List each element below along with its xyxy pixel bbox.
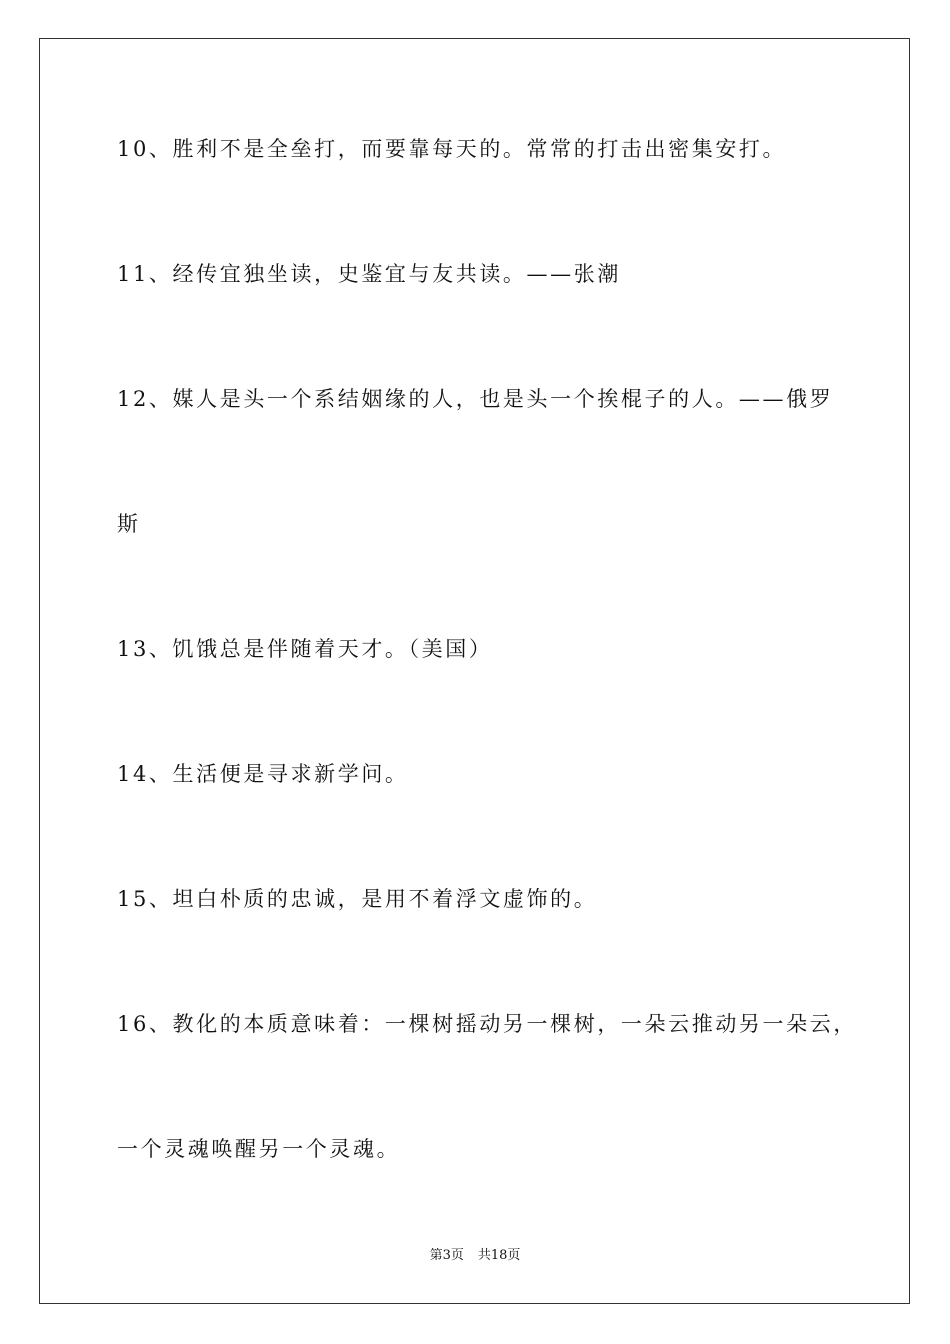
quote-14-line-1: 14、生活便是寻求新学问。 — [117, 762, 409, 786]
quote-11-line-1: 11、经传宜独坐读，史鉴宜与友共读。——张潮 — [117, 262, 621, 286]
quote-10-line-1: 10、胜利不是全垒打，而要靠每天的。常常的打击出密集安打。 — [117, 137, 787, 161]
quote-12-line-2: 斯 — [117, 512, 141, 536]
quote-16-line-1: 16、教化的本质意味着：一棵树摇动另一棵树，一朵云推动另一朵云， — [117, 1012, 857, 1036]
page-frame — [39, 38, 910, 1304]
quote-15-line-1: 15、坦白朴质的忠诚，是用不着浮文虚饰的。 — [117, 887, 598, 911]
quote-13-line-1: 13、饥饿总是伴随着天才。（美国） — [117, 637, 493, 661]
total-pages: 共18页 — [477, 1248, 521, 1263]
page-footer — [0, 1247, 950, 1265]
quote-16-line-2: 一个灵魂唤醒另一个灵魂。 — [117, 1137, 401, 1161]
page-number: 第3页 — [429, 1248, 464, 1263]
quote-12-line-1: 12、媒人是头一个系结姻缘的人，也是头一个挨棍子的人。——俄罗 — [117, 387, 834, 411]
